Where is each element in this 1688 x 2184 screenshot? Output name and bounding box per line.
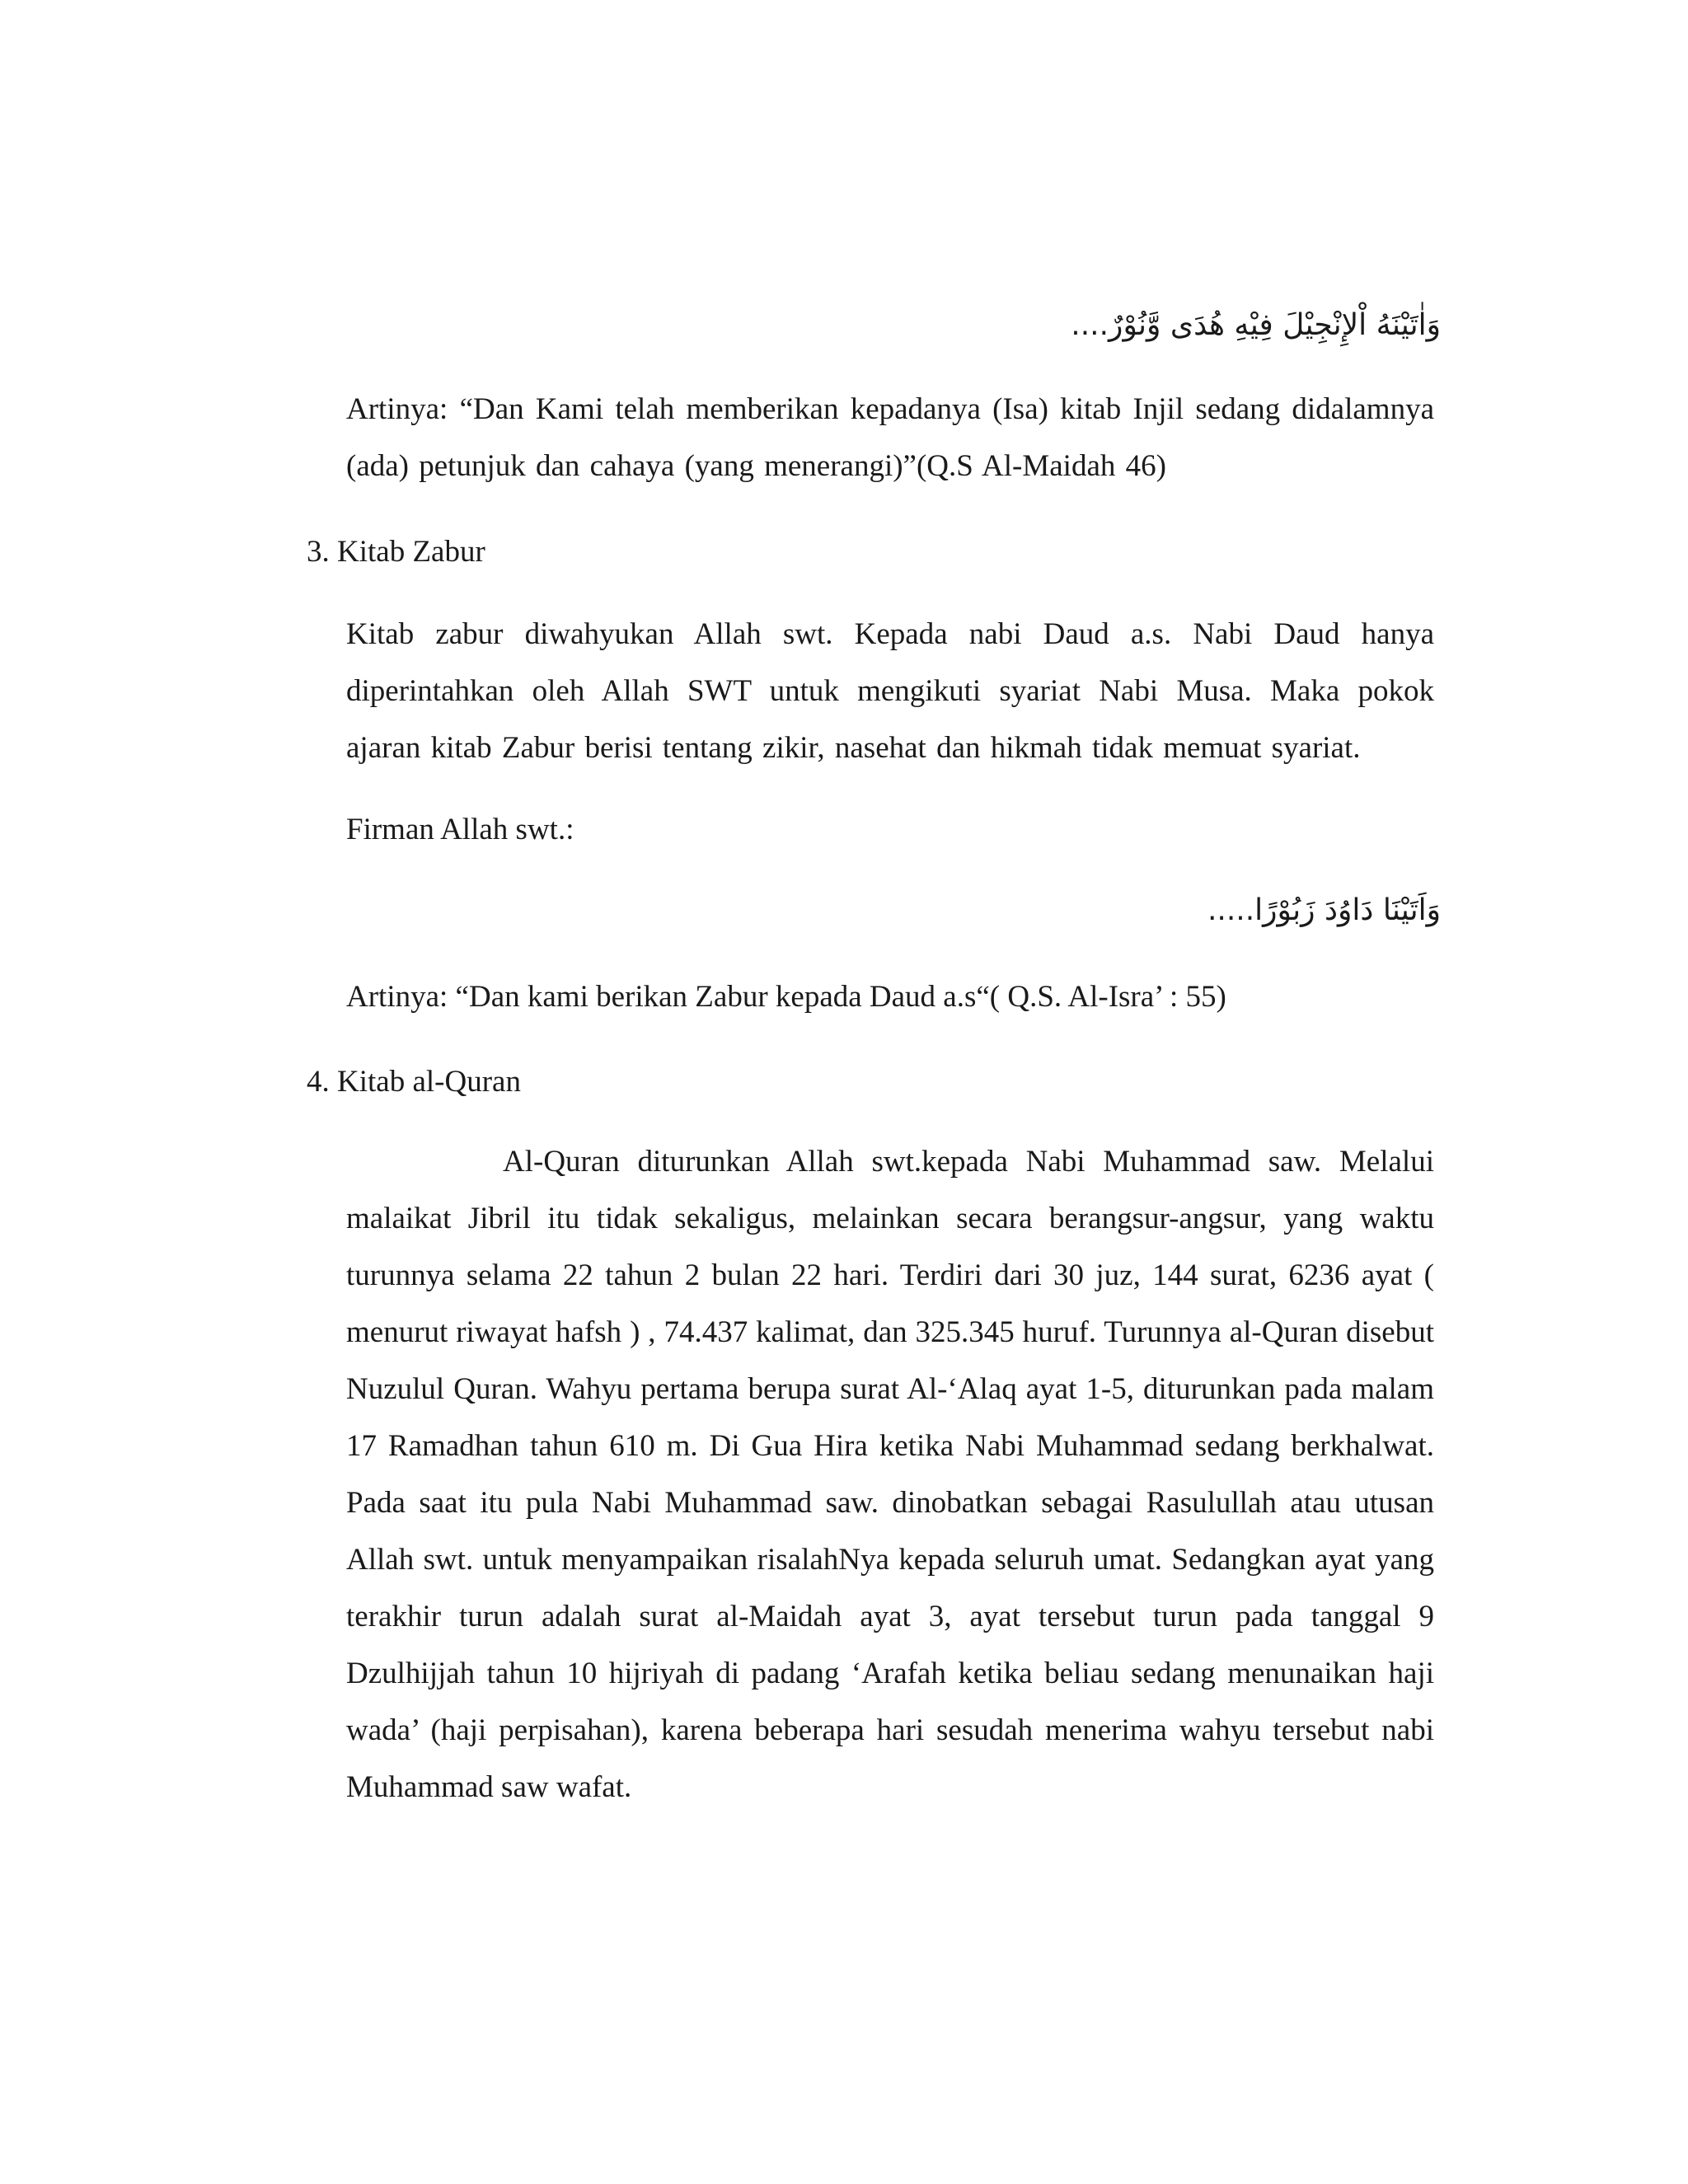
injil-translation: Artinya: “Dan Kami telah memberikan kepadanya (Isa) kitab Injil sedang didalamnya (ada) petunjuk dan cahaya (yang menerangi)”(Q.S Al-Maidah 46) — [346, 392, 1434, 483]
quran-body: Al-Quran diturunkan Allah swt.kepada Nabi Muhammad saw. Melalui malaikat Jibril itu tidak sekaligus, melainkan secara berangsur-angsur, yang waktu turunnya selama 22 tahun 2 bulan 22 hari. Terdiri dari 30 juz, 144 surat, 6236 ayat ( menurut riwayat hafsh ) , 74.437 kalimat, dan 325.345 huruf. Turunnya al-Quran disebut Nuzulul Quran. Wahyu pertama berupa surat Al-‘Alaq ayat 1-5, diturunkan pada malam 17 Ramadhan tahun 610 m. Di Gua Hira ketika Nabi Muhammad sedang berkhalwat. Pada saat itu pula Nabi Muhammad saw. dinobatkan sebagai Rasulullah atau utusan Allah swt. untuk menyampaikan risalahNya kepada seluruh umat. Sedangkan ayat yang terakhir turun adalah surat al-Maidah ayat 3, ayat tersebut turun pada tanggal 9 Dzulhijjah tahun 10 hijriyah di padang ‘Arafah ketika beliau sedang menunaikan haji wada’ (haji perpisahan), karena beberapa hari sesudah menerima wahyu tersebut nabi Muhammad saw wafat. — [346, 1145, 1434, 1804]
quran-heading: 4. Kitab al-Quran — [307, 1065, 521, 1099]
zabur-body: Kitab zabur diwahyukan Allah swt. Kepada nabi Daud a.s. Nabi Daud hanya diperintahkan oleh Allah SWT untuk mengikuti syariat Nabi Musa. Maka pokok ajaran kitab Zabur berisi tentang zikir, nasehat dan hikmah tidak memuat syariat. — [346, 617, 1434, 765]
zabur-arabic-verse: وَاَتَيْنَا دَاوُدَ زَبُوْرًا..... — [1207, 893, 1441, 927]
zabur-translation: Artinya: “Dan kami berikan Zabur kepada Daud a.s“( Q.S. Al-Isra’ : 55) — [346, 980, 1226, 1014]
zabur-heading: 3. Kitab Zabur — [307, 535, 485, 569]
zabur-firman-label: Firman Allah swt.: — [346, 813, 574, 846]
injil-arabic-verse: وَاٰتَيْنَهُ اْلإِنْجِيْلَ فِيْهِ هُدَى وَّنُوْرٌ.... — [1071, 308, 1441, 342]
